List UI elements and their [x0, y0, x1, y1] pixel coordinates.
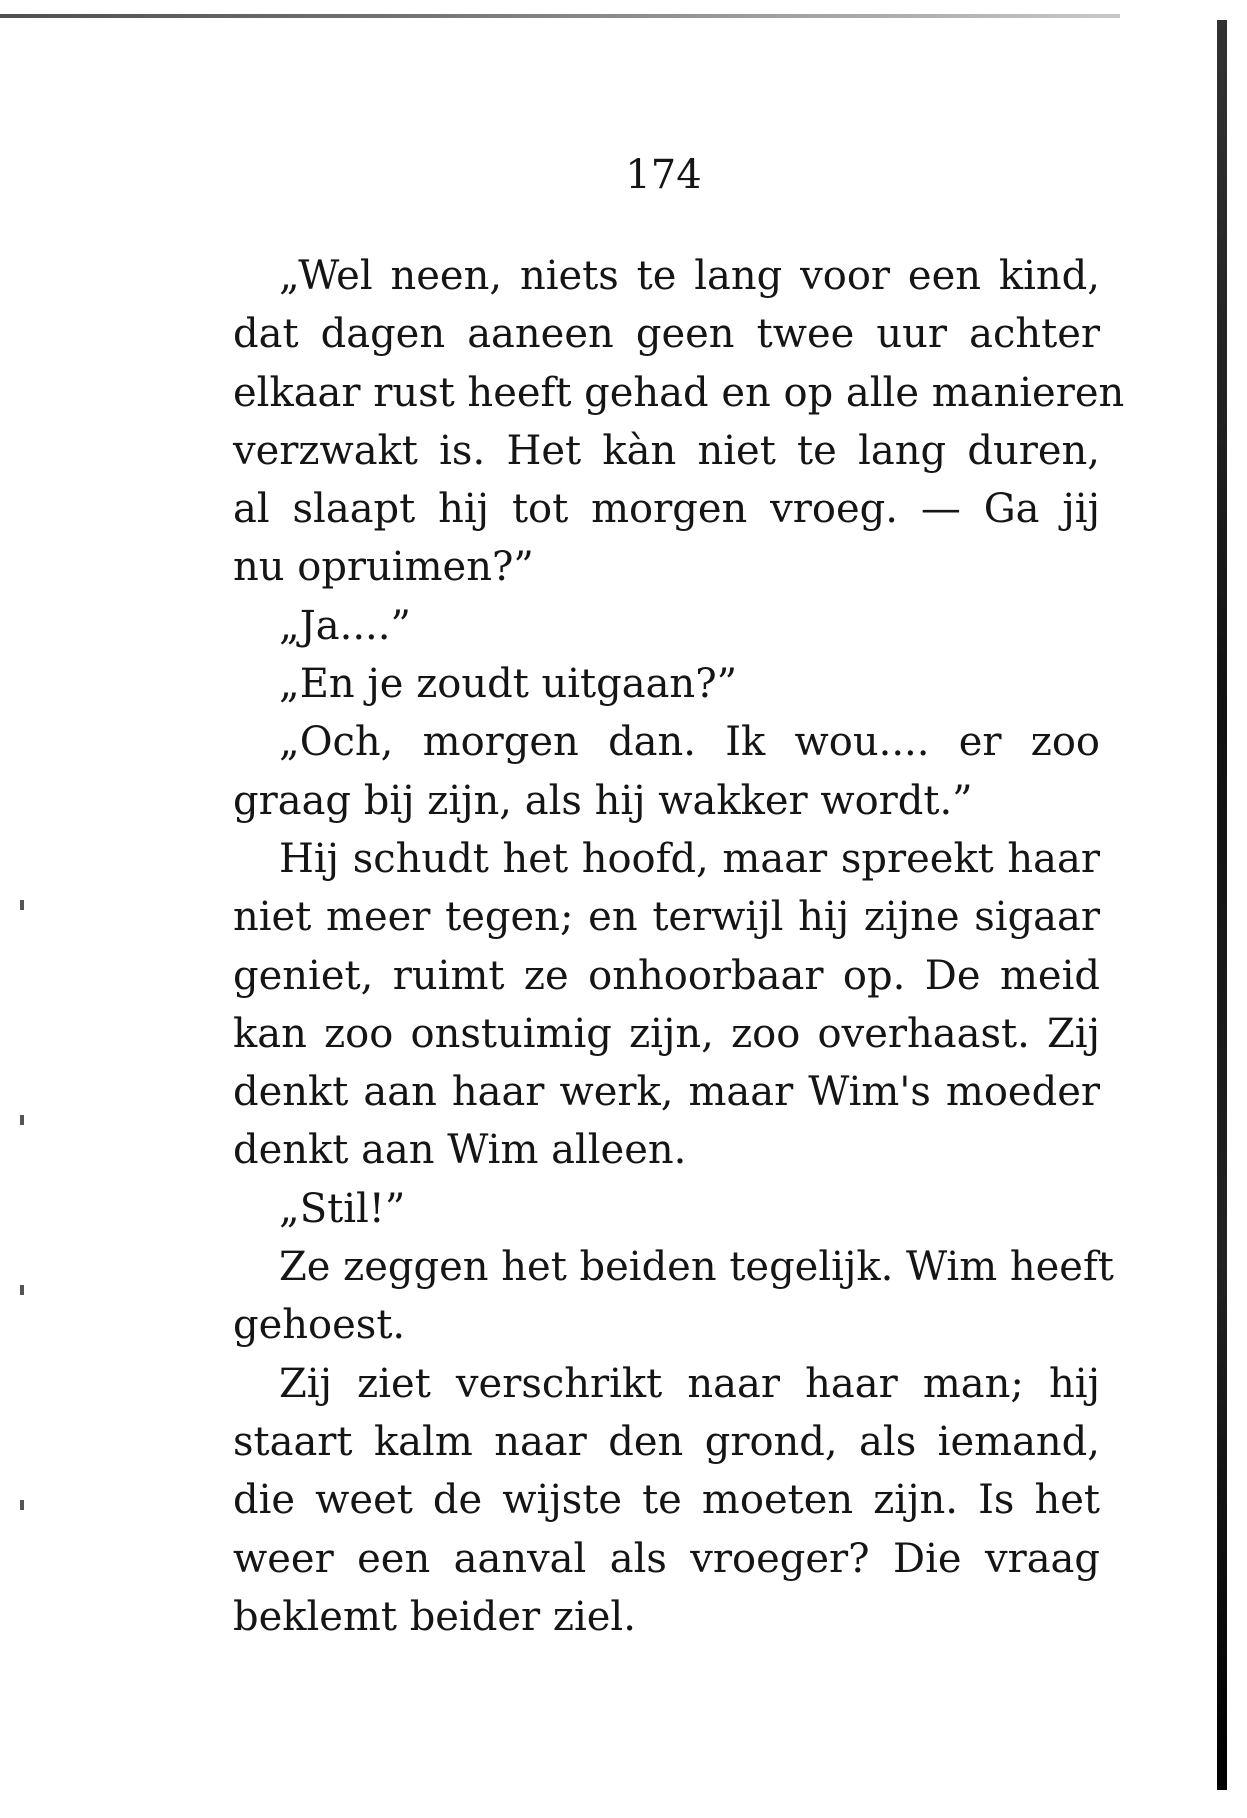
text-line: kan zoo onstuimig zijn, zoo overhaast. Zij	[233, 1010, 1100, 1057]
text-line: denkt aan haar werk, maar Wim's moeder	[233, 1069, 1100, 1116]
text-line: „En je zoudt uitgaan?”	[279, 661, 738, 708]
text-line: „Och, morgen dan. Ik wou.... er zoo	[279, 719, 1100, 766]
page-edge-shadow	[1217, 20, 1227, 1790]
text-line: „Wel neen, niets te lang voor een kind,	[279, 253, 1100, 299]
text-line: nu opruimen?”	[233, 544, 534, 591]
text-line: die weet de wijste te moeten zijn. Is het	[233, 1477, 1100, 1524]
text-line: denkt aan Wim alleen.	[233, 1127, 687, 1174]
page-number: 174	[625, 152, 702, 198]
text-line: staart kalm naar den grond, als iemand,	[233, 1418, 1100, 1465]
text-line: Ze zeggen het beiden tegelijk. Wim heeft	[279, 1244, 1114, 1291]
text-line: elkaar rust heeft gehad en op alle manieren	[233, 369, 1125, 416]
scan-speck	[20, 1285, 24, 1295]
text-line: verzwakt is. Het kàn niet te lang duren,	[233, 427, 1100, 474]
top-scan-rule	[0, 14, 1120, 18]
text-line: „Ja....”	[279, 602, 411, 649]
text-line: Hij schudt het hoofd, maar spreekt haar	[279, 835, 1100, 882]
text-line: gehoest.	[233, 1302, 406, 1349]
text-line: „Stil!”	[279, 1185, 406, 1232]
text-line: weer een aanval als vroeger? Die vraag	[233, 1535, 1100, 1582]
body-text	[233, 247, 1125, 1646]
text-line: geniet, ruimt ze onhoorbaar op. De meid	[233, 952, 1100, 999]
scan-specks	[20, 900, 26, 1720]
text-line: graag bij zijn, als hij wakker wordt.”	[233, 777, 973, 824]
text-line: niet meer tegen; en terwijl hij zijne sigaar	[233, 894, 1100, 941]
text-line: al slaapt hij tot morgen vroeg. — Ga jij	[233, 486, 1100, 533]
text-line: Zij ziet verschrikt naar haar man; hij	[279, 1360, 1100, 1407]
text-line: dat dagen aaneen geen twee uur achter	[233, 311, 1100, 358]
scan-speck	[20, 900, 24, 910]
text-line: beklemt beider ziel.	[233, 1593, 636, 1640]
scan-speck	[20, 1500, 24, 1510]
scan-speck	[20, 1115, 24, 1125]
